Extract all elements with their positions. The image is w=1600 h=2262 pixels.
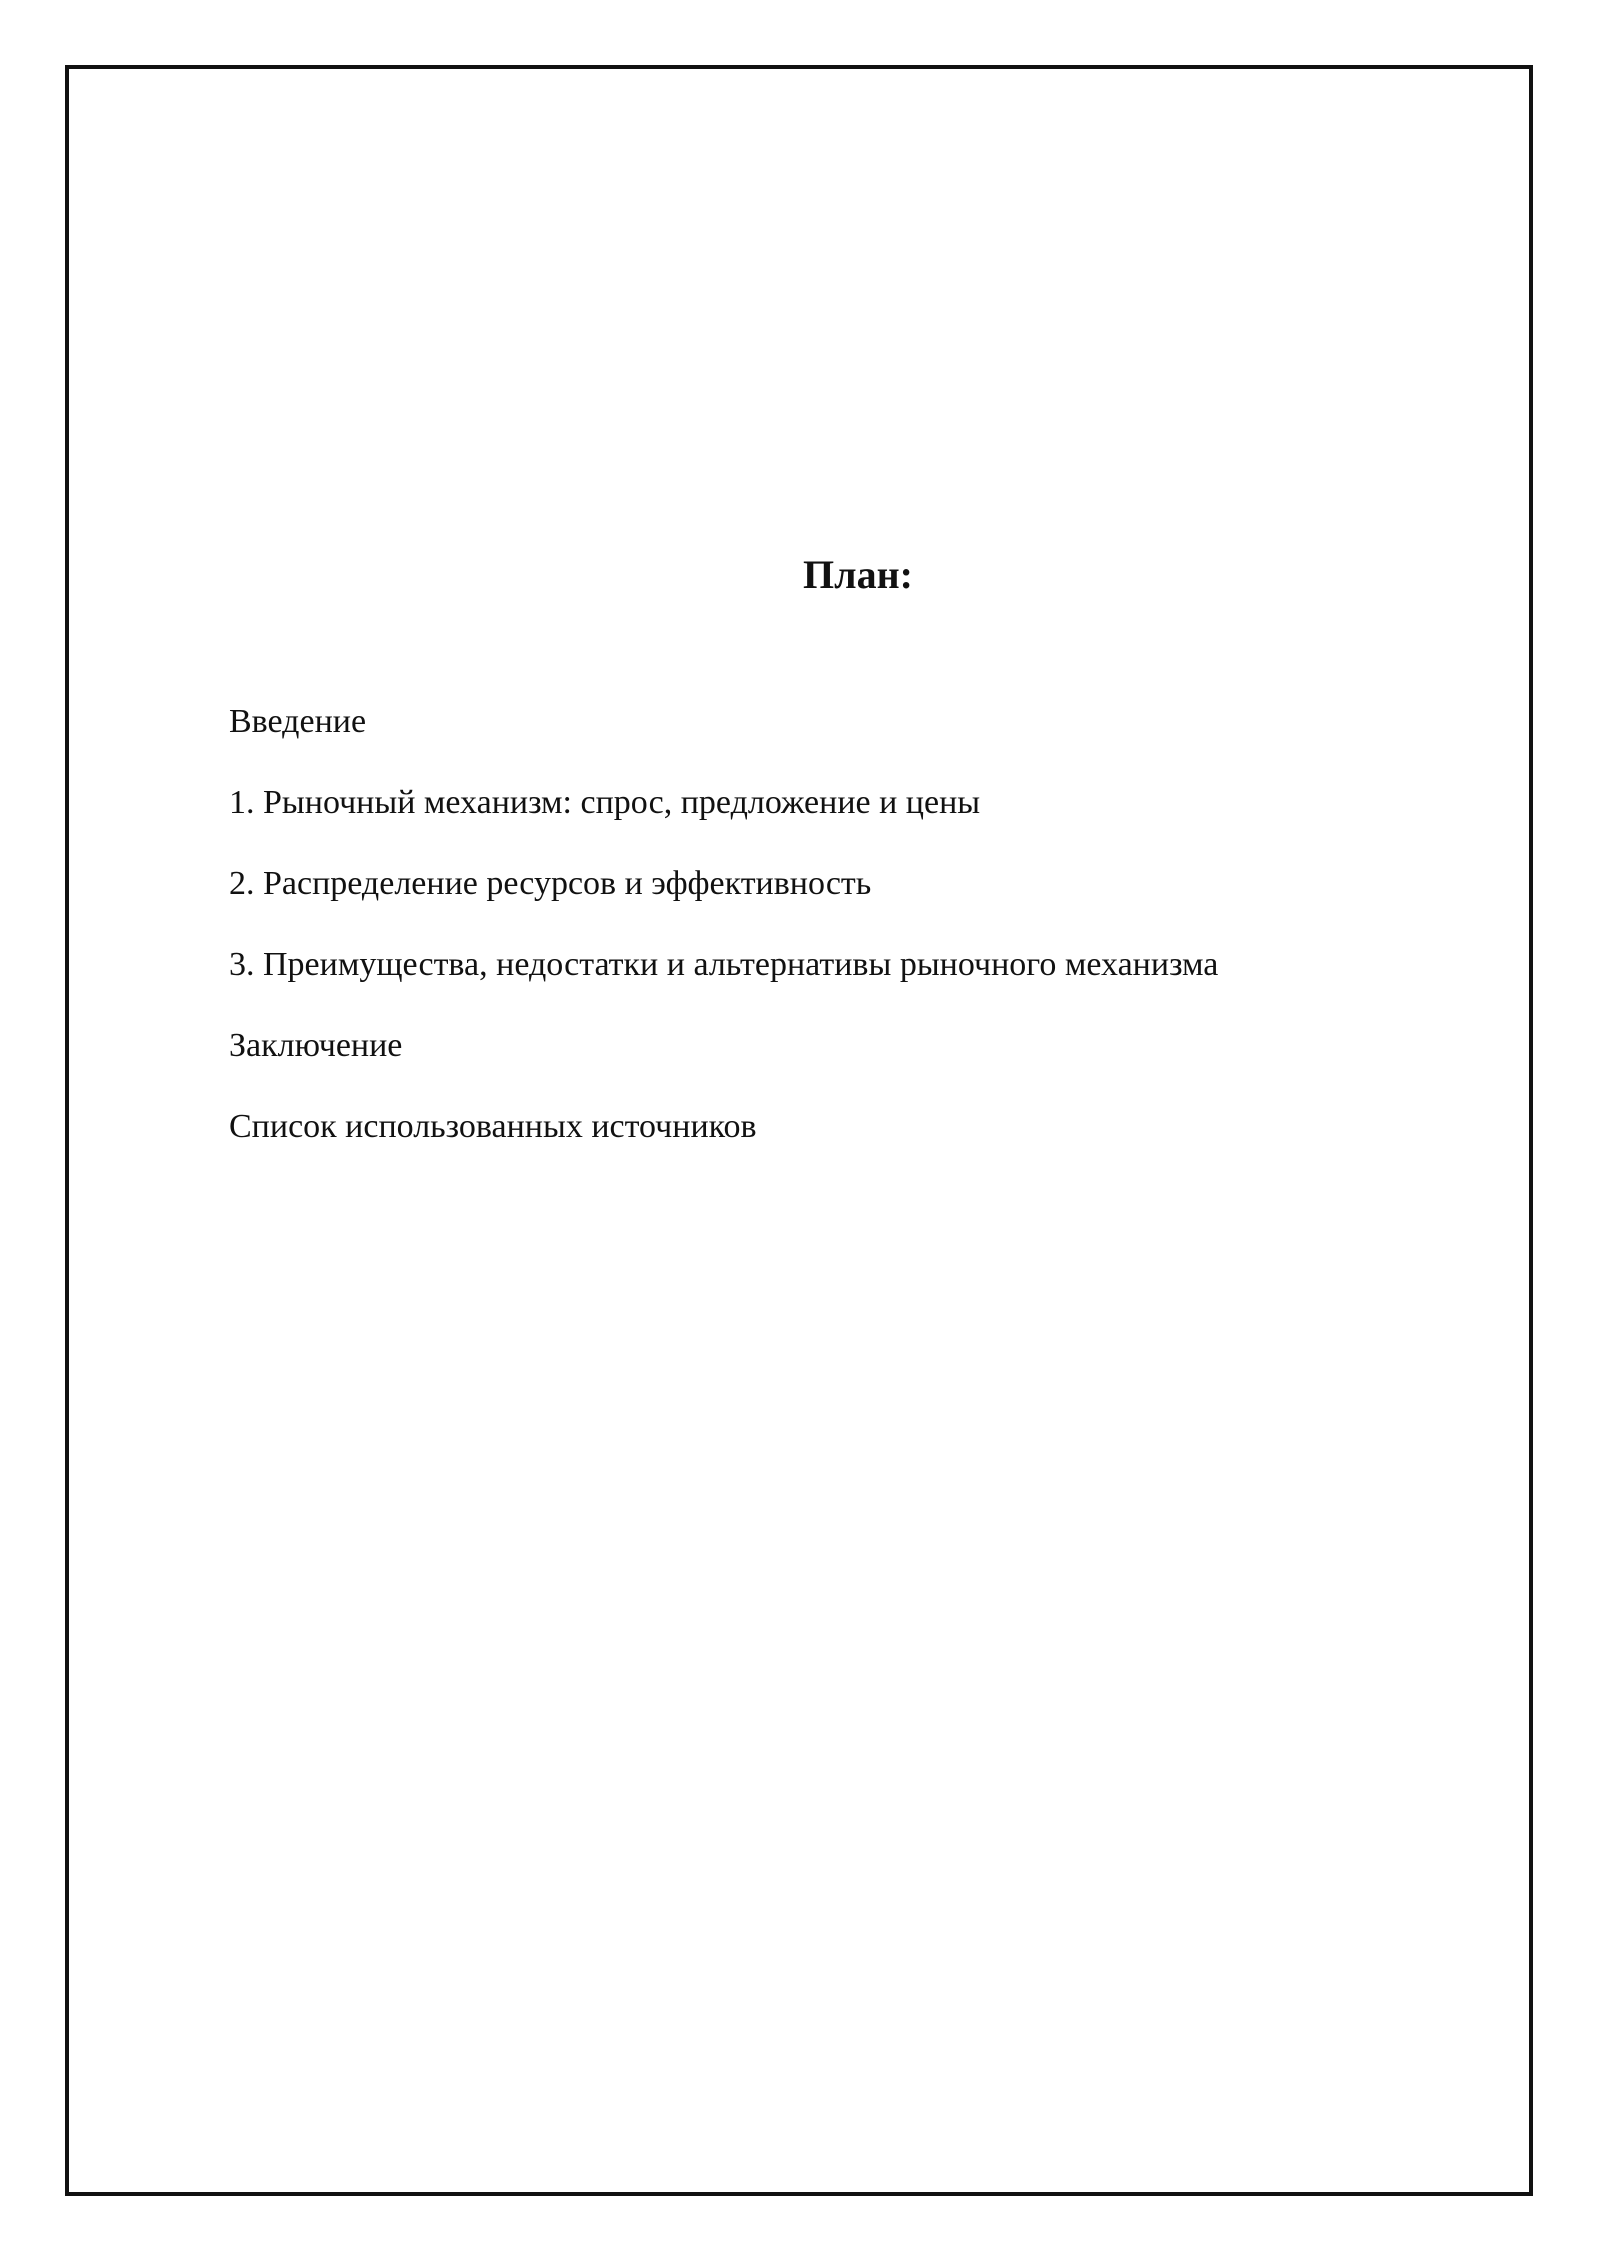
toc-item-chapter-1: 1. Рыночный механизм: спрос, предложение и цены [229,784,981,821]
toc-item-introduction: Введение [229,703,367,740]
table-of-contents [229,702,1218,1188]
toc-item-chapter-3: 3. Преимущества, недостатки и альтернативы рыночного механизма [229,946,1219,983]
toc-item-conclusion: Заключение [229,1027,403,1064]
page-title: План: [803,552,913,597]
toc-item-chapter-2: 2. Распределение ресурсов и эффективность [229,865,872,902]
toc-item-references: Список использованных источников [229,1108,757,1145]
